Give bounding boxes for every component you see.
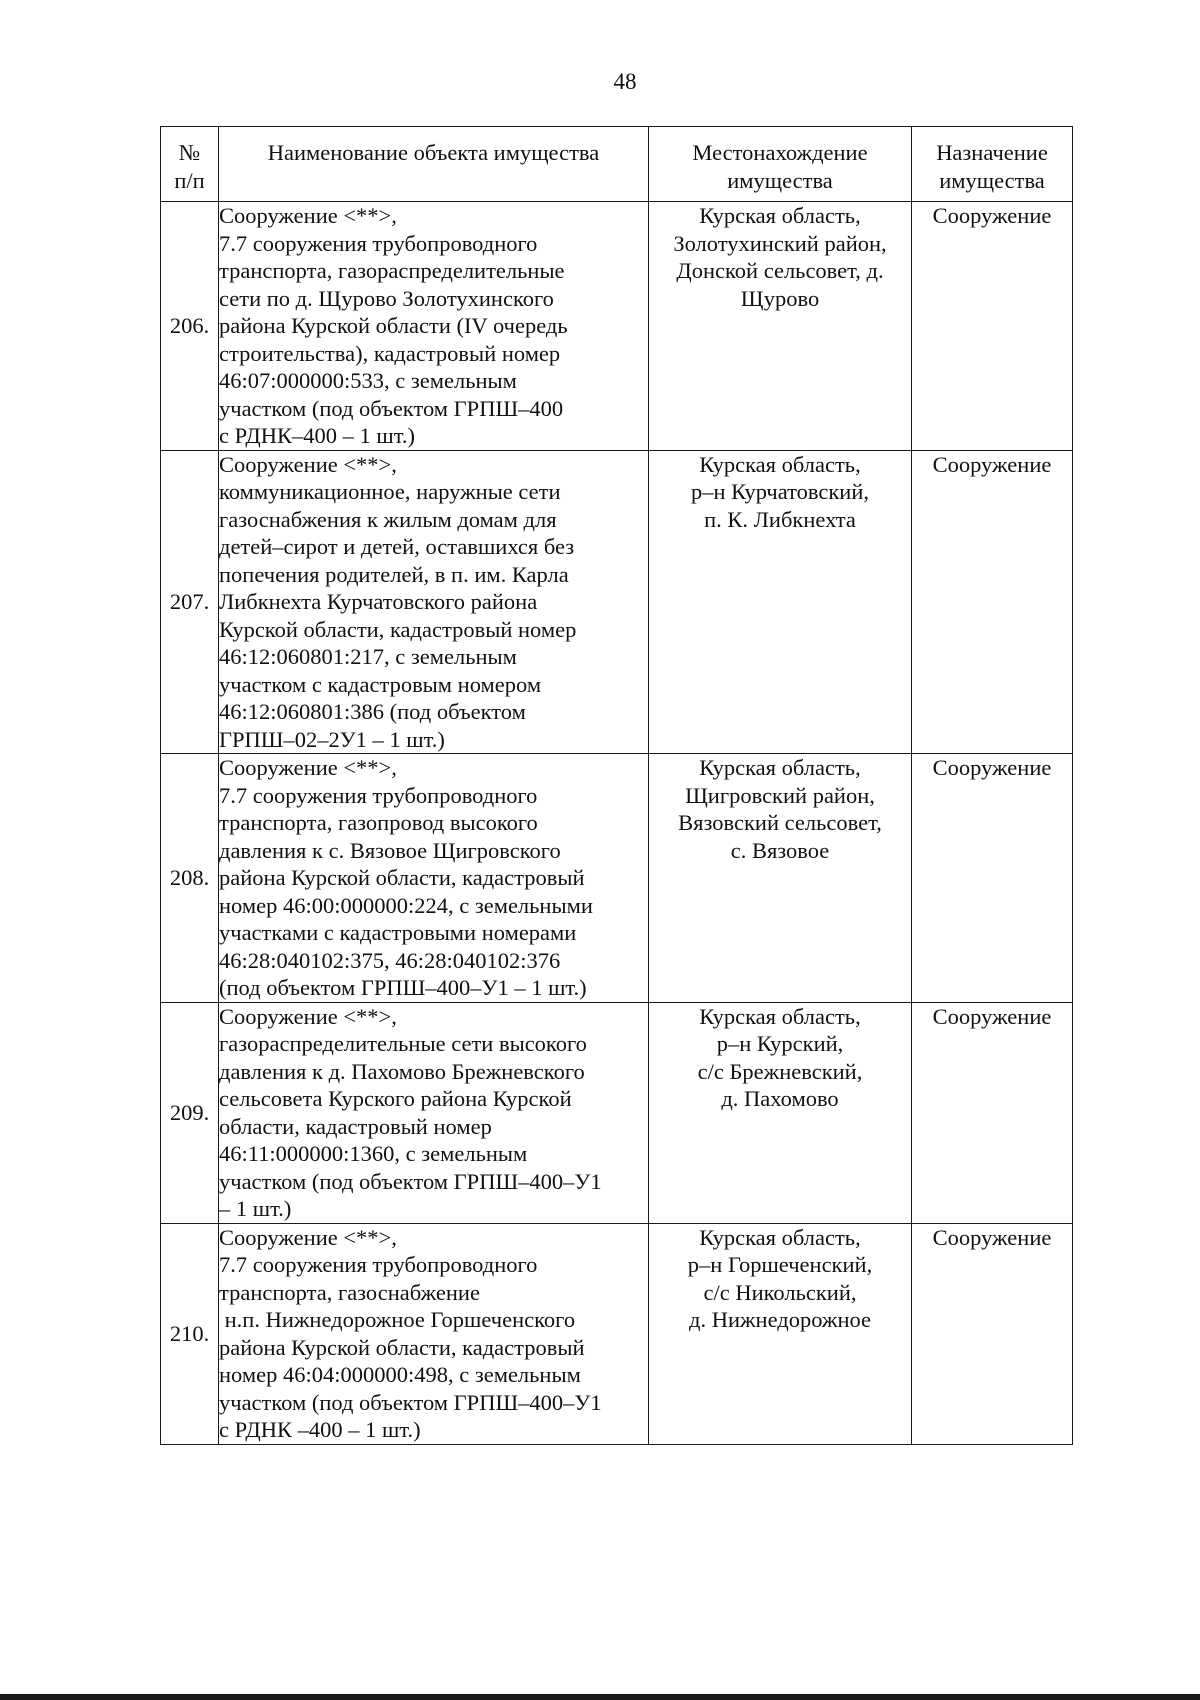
object-name-line: газораспределительные сети высокого [219, 1031, 587, 1056]
object-name-line: 46:28:040102:375, 46:28:040102:376 [219, 947, 561, 973]
object-name-line: Сооружение <**>, [219, 1003, 397, 1029]
table-body [161, 202, 1073, 1445]
object-name-line: транспорта, газораспределительные [219, 258, 565, 283]
location-line: Курская область, [699, 755, 861, 780]
table-header-row [161, 127, 1073, 202]
property-table [160, 126, 1073, 1445]
row-number: 208. [161, 754, 219, 1003]
row-number: 207. [161, 450, 219, 754]
header-num-line-2: п/п [174, 167, 205, 193]
object-name-cell [219, 450, 649, 754]
header-location-line-1: Местонахождение [692, 140, 868, 165]
object-name-line: давления к с. Вязовое Щигровского [219, 837, 561, 863]
object-name-line: Курской области, кадастровый номер [219, 616, 577, 642]
object-name-line: области, кадастровый номер [219, 1113, 492, 1139]
object-name-line: 46:12:060801:217, с земельным [219, 644, 517, 669]
object-name-line: 7.7 сооружения трубопроводного [219, 1252, 538, 1277]
location-cell [649, 754, 912, 1003]
object-name-line: Сооружение <**>, [219, 451, 397, 477]
location-line: р–н Курчатовский, [690, 479, 870, 504]
object-name-line: 7.7 сооружения трубопроводного [219, 782, 538, 808]
object-name-cell [219, 1002, 649, 1223]
location-line: Курская область, [699, 451, 861, 477]
object-name-line: (под объектом ГРПШ–400–У1 – 1 шт.) [219, 975, 587, 1000]
object-name-cell [219, 754, 649, 1003]
object-name-line: участком с кадастровым номером [219, 671, 542, 697]
object-name-line: участком (под объектом ГРПШ–400–У1 [219, 1168, 602, 1194]
location-line: д. Пахомово [721, 1086, 839, 1111]
location-cell [649, 1223, 912, 1444]
header-purpose-line-1: Назначение [936, 140, 1048, 165]
object-name-line: района Курской области, кадастровый [219, 1334, 585, 1360]
object-name-line: давления к д. Пахомово Брежневского [219, 1058, 585, 1084]
table-row [161, 450, 1073, 754]
header-location [649, 127, 912, 202]
location-line: с. Вязовое [730, 837, 830, 863]
location-line: Курская область, [699, 1003, 861, 1029]
table-row [161, 1002, 1073, 1223]
location-line: с/с Брежневский, [697, 1058, 863, 1084]
object-name-line: 46:07:000000:533, с земельным [219, 368, 517, 393]
object-name-line: участками с кадастровыми номерами [219, 920, 577, 945]
object-name-line: участком (под объектом ГРПШ–400–У1 [219, 1389, 602, 1415]
object-name-cell [219, 202, 649, 451]
header-location-line-2: имущества [727, 167, 833, 193]
object-name-line: участком (под объектом ГРПШ–400 [219, 395, 564, 421]
purpose-cell: Сооружение [912, 754, 1073, 1003]
location-line: Курская область, [699, 203, 861, 228]
header-purpose [912, 127, 1073, 202]
location-line: д. Нижнедорожное [689, 1307, 871, 1332]
row-number: 206. [161, 202, 219, 451]
object-name-line: района Курской области (IV очередь [219, 313, 568, 338]
page-number: 48 [613, 69, 637, 94]
object-name-line: строительства), кадастровый номер [219, 340, 561, 366]
object-name-line: Сооружение <**>, [219, 1224, 397, 1250]
location-line: Щурово [740, 285, 820, 311]
location-cell [649, 450, 912, 754]
object-name-cell [219, 1223, 649, 1444]
location-line: р–н Горшеченский, [687, 1252, 873, 1277]
table-row [161, 1223, 1073, 1444]
location-line: Курская область, [699, 1224, 861, 1250]
row-number: 210. [161, 1223, 219, 1444]
object-name-line: Сооружение <**>, [219, 203, 397, 228]
location-cell [649, 1002, 912, 1223]
purpose-cell: Сооружение [912, 1002, 1073, 1223]
object-name-line: номер 46:00:000000:224, с земельными [219, 892, 593, 918]
header-num-line-1: № [178, 140, 201, 165]
object-name-line: сельсовета Курского района Курской [219, 1086, 572, 1111]
location-line: п. К. Либкнехта [704, 506, 856, 532]
header-purpose-line-2: имущества [939, 167, 1045, 193]
location-cell [649, 202, 912, 451]
object-name-line: транспорта, газоснабжение [219, 1279, 480, 1305]
location-line: р–н Курский, [716, 1031, 844, 1056]
object-name-line: 7.7 сооружения трубопроводного [219, 230, 538, 256]
header-name: Наименование объекта имущества [219, 127, 649, 202]
purpose-cell: Сооружение [912, 1223, 1073, 1444]
table-row [161, 754, 1073, 1003]
table-row [161, 202, 1073, 451]
object-name-line: детей–сирот и детей, оставшихся без [219, 534, 575, 559]
object-name-line: 46:11:000000:1360, с земельным [219, 1141, 528, 1166]
row-number: 209. [161, 1002, 219, 1223]
header-num [161, 127, 219, 202]
object-name-line: н.п. Нижнедорожное Горшеченского [219, 1307, 576, 1332]
object-name-line: сети по д. Щурово Золотухинского [219, 285, 554, 311]
object-name-line: Сооружение <**>, [219, 755, 397, 780]
location-line: Вязовский сельсовет, [678, 810, 882, 835]
object-name-line: попечения родителей, в п. им. Карла [219, 561, 569, 587]
object-name-line: ГРПШ–02–2У1 – 1 шт.) [219, 726, 445, 752]
bottom-scan-edge [0, 1694, 1200, 1700]
object-name-line: Либкнехта Курчатовского района [219, 589, 538, 614]
object-name-line: номер 46:04:000000:498, с земельным [219, 1362, 581, 1387]
object-name-line: – 1 шт.) [219, 1196, 292, 1221]
object-name-line: района Курской области, кадастровый [219, 865, 585, 890]
object-name-line: транспорта, газопровод высокого [219, 810, 538, 835]
purpose-cell: Сооружение [912, 450, 1073, 754]
object-name-line: газоснабжения к жилым домам для [219, 506, 557, 532]
location-line: с/с Никольский, [703, 1279, 857, 1305]
location-line: Щигровский район, [685, 782, 875, 808]
purpose-cell: Сооружение [912, 202, 1073, 451]
location-line: Донской сельсовет, д. [676, 258, 884, 283]
object-name-line: коммуникационное, наружные сети [219, 479, 561, 504]
object-name-line: с РДНК–400 – 1 шт.) [219, 423, 415, 448]
object-name-line: 46:12:060801:386 (под объектом [219, 699, 526, 724]
location-line: Золотухинский район, [673, 230, 887, 256]
object-name-line: с РДНК –400 – 1 шт.) [219, 1417, 421, 1442]
